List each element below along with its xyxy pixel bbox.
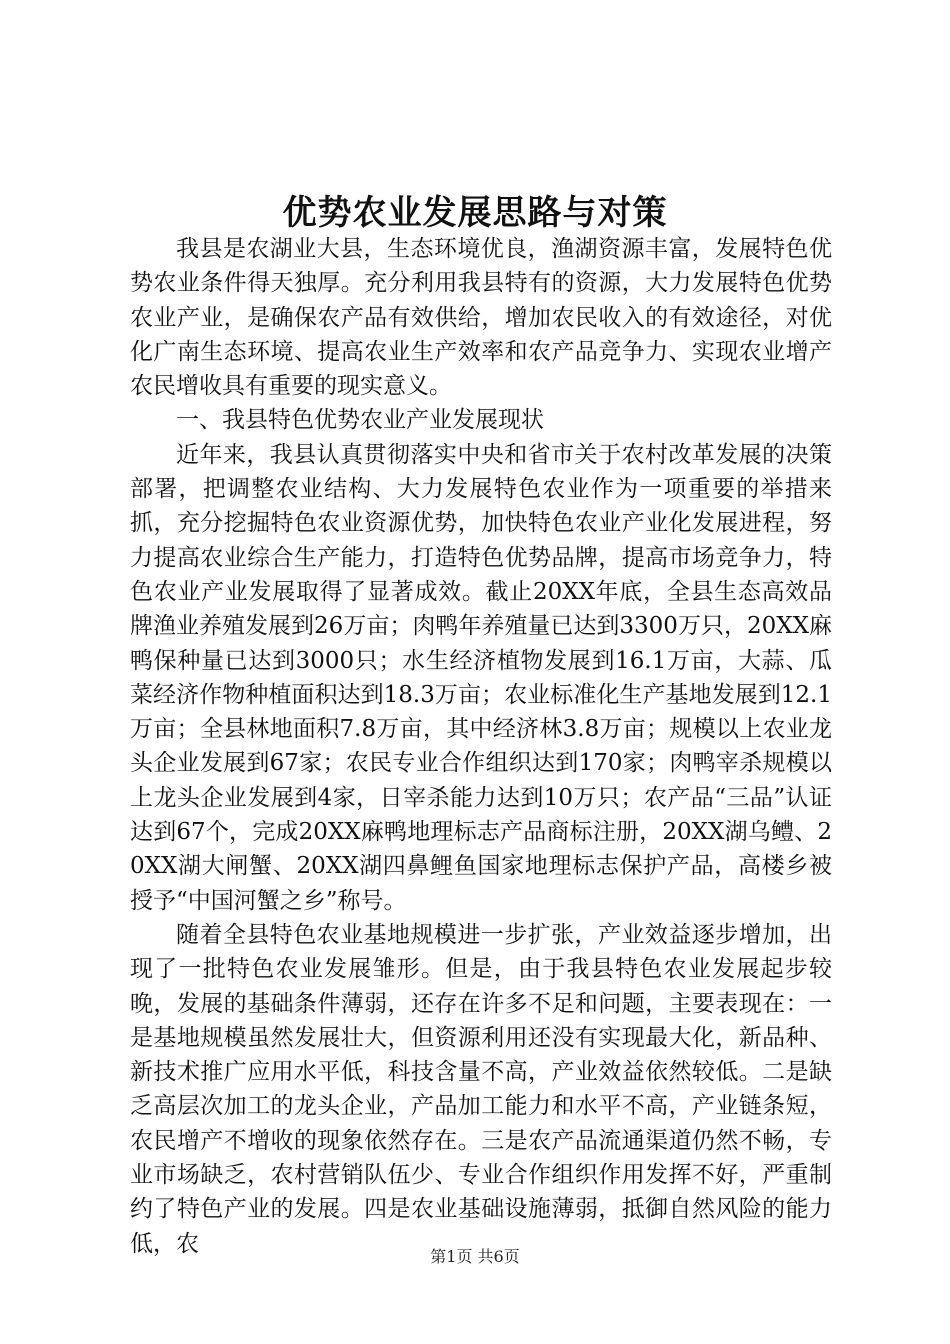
paragraph-intro: 我县是农湖业大县，生态环境优良，渔湖资源丰富，发展特色优势农业条件得天独厚。充分利用我县特有的资源，大力发展特色优势农业产业，是确保农产品有效供给，增加农民收入的有效途径，对优化广南生态环境、提高农业生产效率和农产品竞争力、实现农业增产农民增收具有重要的现实意义。 bbox=[130, 236, 832, 400]
paragraph-problems: 随着全县特色农业基地规模进一步扩张，产业效益逐步增加，出现了一批特色农业发展雏形。但是，由于我县特色农业发展起步较晚，发展的基础条件薄弱，还存在许多不足和问题，主要表现在：一是基地规模虽然发展壮大，但资源利用还没有实现最大化，新品种、新技术推广应用水平低，科技含量不高，产业效益依然较低。二是缺乏高层次加工的龙头企业，产品加工能力和水平不高，产业链条短，农民增产不增收的现象依然存在。三是农产品流通渠道仍然不畅，专业市场缺乏，农村营销队伍少、专业合作组织作用发挥不好，严重制约了特色产业的发展。四是农业基础设施薄弱，抵御自然风险的能力低，农 bbox=[130, 921, 832, 1257]
page-number: 第1页 共6页 bbox=[430, 1247, 520, 1266]
document-body bbox=[130, 232, 832, 1261]
section-heading: 一、我县特色优势农业产业发展现状 bbox=[176, 407, 544, 434]
document-title: 优势农业发展思路与对策 bbox=[282, 193, 668, 233]
paragraph-status: 近年来，我县认真贯彻落实中央和省市关于农村改革发展的决策部署，把调整农业结构、大力发展特色农业作为一项重要的举措来抓，充分挖掘特色农业资源优势，加快特色农业产业化发展进程，努力提高农业综合生产能力，打造特色优势品牌，提高市场竞争力，特色农业产业发展取得了显著成效。截止20XX年底，全县生态高效品牌渔业养殖发展到26万亩；肉鸭年养殖量已达到3300万只，20XX麻鸭保种量已达到3000只；水生经济植物发展到16.1万亩，大蒜、瓜菜经济作物种植面积达到18.3万亩；农业标准化生产基地发展到12.1万亩；全县林地面积7.8万亩，其中经济林3.8万亩；规模以上农业龙头企业发展到67家；农民专业合作组织达到170家；肉鸭宰杀规模以上龙头企业发展到4家，日宰杀能力达到10万只；农产品“三品”认证达到67个，完成20XX麻鸭地理标志产品商标注册，20XX湖乌鳢、20XX湖大闸蟹、20XX湖四鼻鲤鱼国家地理标志保护产品，高楼乡被授予“中国河蟹之乡”称号。 bbox=[130, 441, 832, 914]
